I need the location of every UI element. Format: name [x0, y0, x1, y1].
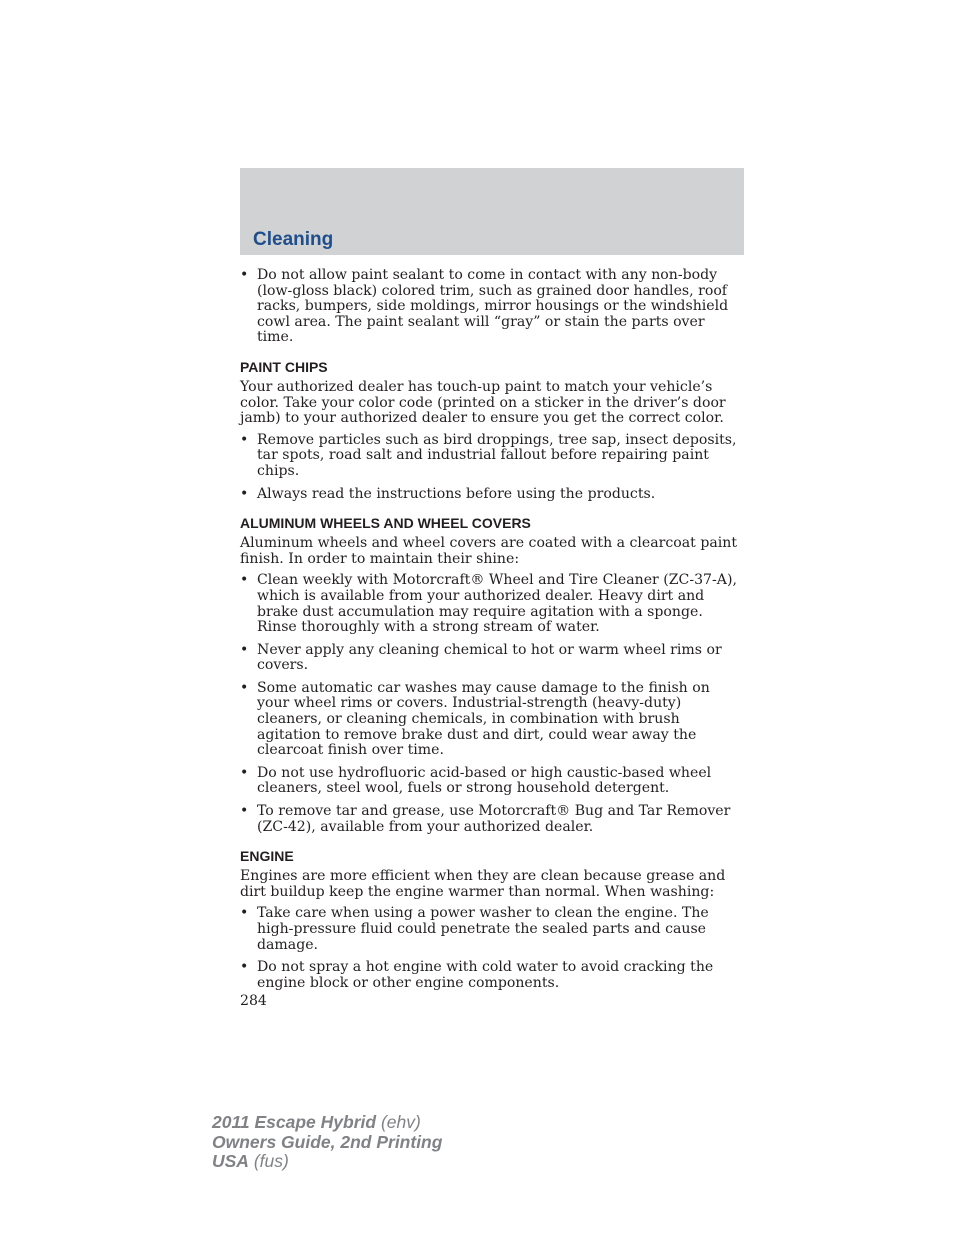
list-item — [240, 433, 745, 480]
list-item — [240, 643, 745, 674]
paragraph-paint-chips: Your authorized dealer has touch-up paint to match your vehicle’s color. Take your color code (printed on a sticker in the driver’s door jamb) to your authorized dealer to ensure you get the correct color. — [240, 378, 726, 427]
list-item-text: Take care when using a power washer to clean the engine. The high-pressure fluid could penetrate the sealed parts and cause damage. — [257, 905, 709, 953]
heading-engine: ENGINE — [240, 848, 294, 865]
bullet-marker: • — [240, 905, 249, 922]
list-item-text: Do not use hydrofluoric acid-based or high caustic-based wheel cleaners, steel wool, fuels or strong household detergent. — [257, 764, 712, 797]
list-item — [240, 960, 745, 991]
section-title: Cleaning — [253, 229, 334, 250]
list-item-text: Remove particles such as bird droppings, tree sap, insect deposits, tar spots, road salt and industrial fallout before repairing paint chips. — [257, 431, 737, 479]
list-item — [240, 268, 745, 346]
footer-line-guide — [212, 1133, 442, 1153]
bullet-marker: • — [240, 572, 249, 589]
bullet-marker: • — [240, 959, 249, 976]
list-item-text: Never apply any cleaning chemical to hot or warm wheel rims or covers. — [257, 641, 722, 674]
heading-paint-chips: PAINT CHIPS — [240, 358, 328, 375]
bullet-marker: • — [240, 267, 249, 283]
heading-aluminum-wheels: ALUMINUM WHEELS AND WHEEL COVERS — [240, 515, 531, 532]
list-item — [240, 906, 745, 953]
footer-market-name: USA — [212, 1151, 249, 1171]
footer-model-code: (ehv) — [376, 1112, 421, 1132]
footer-line-market — [212, 1152, 442, 1172]
list-item-text: To remove tar and grease, use Motorcraft® Bug and Tar Remover (ZC-42), available from your authorized dealer. — [257, 803, 731, 835]
list-item-text: Do not spray a hot engine with cold water to avoid cracking the engine block or other engine components. — [257, 959, 714, 991]
bullet-marker: • — [240, 679, 249, 696]
list-item — [240, 804, 745, 835]
bullet-marker: • — [240, 764, 249, 781]
paragraph-aluminum-wheels: Aluminum wheels and wheel covers are coated with a clearcoat paint finish. In order to maintain their shine: — [240, 535, 737, 567]
footer-market-code: (fus) — [248, 1151, 289, 1171]
list-item — [240, 573, 745, 635]
list-item — [240, 766, 745, 797]
paragraph-engine: Engines are more efficient when they are clean because grease and dirt buildup keep the engine warmer than normal. When washing: — [240, 868, 726, 900]
list-item-text: Always read the instructions before using the products. — [257, 485, 656, 502]
footer-line-model — [212, 1113, 442, 1133]
list-item-text: Do not allow paint sealant to come in contact with any non-body (low-gloss black) colored trim, such as grained door handles, roof racks, bumpers, side moldings, mirror housings or the windshield cowl area. The paint sealant will “gray” or stain the parts over time. — [257, 267, 729, 346]
list-item-text: Some automatic car washes may cause damage to the finish on your wheel rims or covers. Industrial-strength (heavy-duty) cleaners, or cleaning chemicals, in combination with brush agitation to remove brake dust and dirt, could wear away the clearcoat finish over time. — [257, 679, 710, 759]
footer-guide-name: Owners Guide, 2nd Printing — [212, 1131, 443, 1152]
bullet-marker: • — [240, 431, 249, 448]
document-footer — [212, 1113, 442, 1172]
page-number: 284 — [240, 993, 267, 1010]
bullet-marker: • — [240, 803, 249, 820]
bullet-marker: • — [240, 485, 249, 502]
section-header-band — [240, 168, 744, 255]
list-item — [240, 487, 745, 503]
page-content — [240, 268, 745, 1010]
list-item-text: Clean weekly with Motorcraft® Wheel and Tire Cleaner (ZC-37-A), which is available from your authorized dealer. Heavy dirt and brake dust accumulation may require agitation with a sponge. Rinse thoroughly with a strong stream of water. — [257, 572, 737, 636]
list-item — [240, 681, 745, 759]
footer-model-name: 2011 Escape Hybrid — [212, 1112, 377, 1132]
bullet-marker: • — [240, 641, 249, 658]
